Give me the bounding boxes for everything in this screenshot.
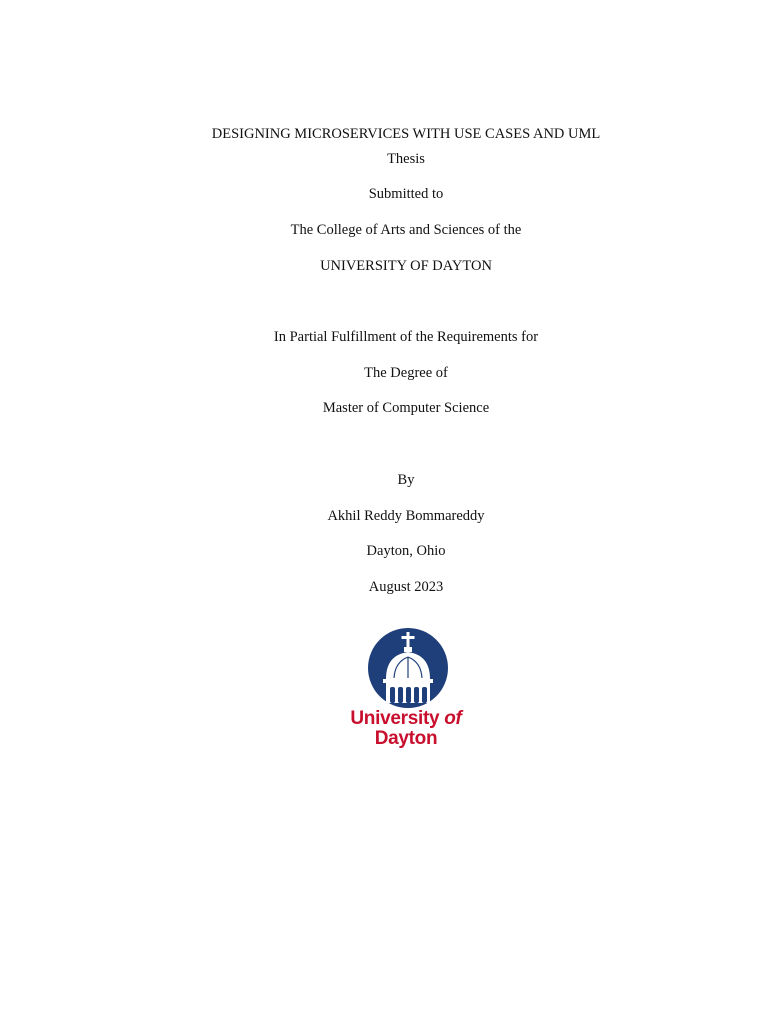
thesis-title: DESIGNING MICROSERVICES WITH USE CASES AND UML [211,126,601,142]
logo-wordmark-university: University [350,708,445,729]
fulfillment-statement: In Partial Fulfillment of the Requirements for [273,329,539,345]
logo-wordmark-of: of [444,708,462,729]
degree-of-label: The Degree of [364,365,448,381]
degree-name: Master of Computer Science [322,400,490,416]
submitted-to-label: Submitted to [368,186,444,202]
document-type: Thesis [387,151,425,167]
university-name: UNIVERSITY OF DAYTON [320,258,492,274]
by-label: By [397,472,415,488]
logo-wordmark-dayton: Dayton [374,728,438,749]
college-name: The College of Arts and Sciences of the [290,222,522,238]
logo-wordmark-line1 [0,708,768,730]
location: Dayton, Ohio [366,543,446,559]
author-name: Akhil Reddy Bommareddy [327,508,485,524]
submission-date: August 2023 [368,579,444,595]
